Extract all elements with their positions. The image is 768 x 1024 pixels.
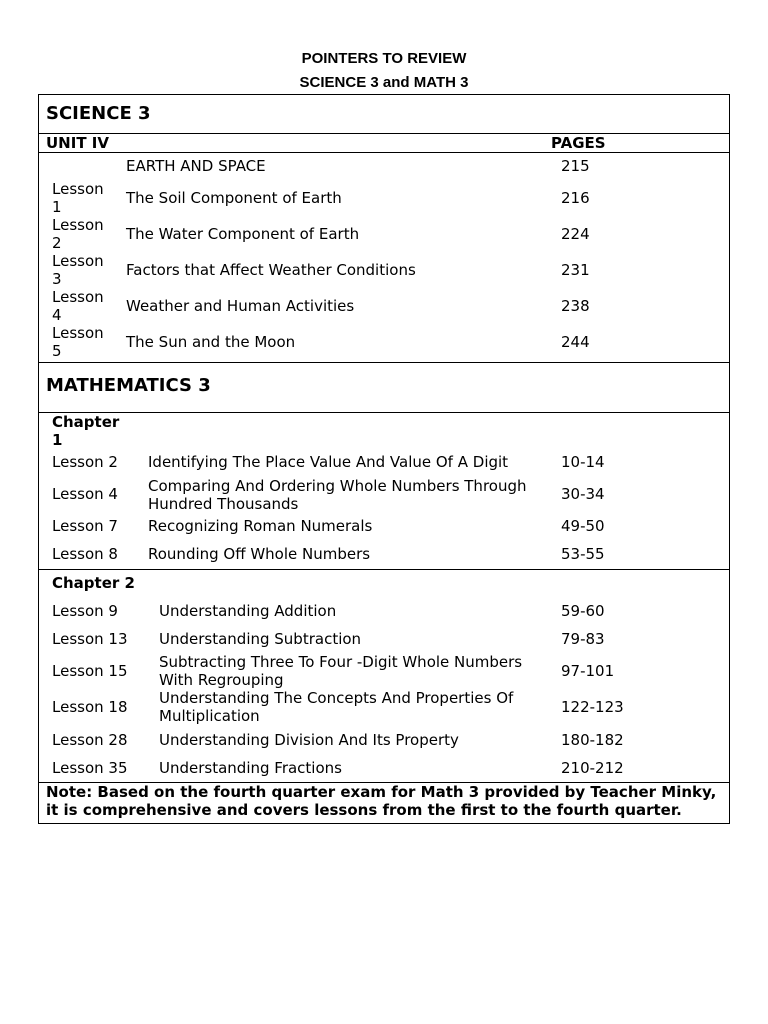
pages-column-header: PAGES — [551, 134, 606, 152]
divider — [38, 569, 730, 570]
divider — [38, 133, 730, 134]
math-lesson-label: Lesson 7 — [52, 517, 118, 535]
math-lesson-label: Lesson 2 — [52, 453, 118, 471]
unit-title: EARTH AND SPACE — [126, 157, 266, 175]
math-lesson-pages: 122-123 — [561, 698, 624, 716]
math-lesson-pages: 210-212 — [561, 759, 624, 777]
divider — [38, 412, 730, 413]
chapter1-label: Chapter 1 — [52, 413, 120, 449]
science-lesson-pages: 231 — [561, 261, 590, 279]
math-lesson-label: Lesson 18 — [52, 698, 128, 716]
chapter2-label: Chapter 2 — [52, 574, 135, 592]
science-lesson-label: Lesson 4 — [52, 288, 104, 324]
page-subtitle: SCIENCE 3 and MATH 3 — [299, 74, 469, 91]
math-lesson-label: Lesson 35 — [52, 759, 128, 777]
science-lesson-pages: 244 — [561, 333, 590, 351]
math-lesson-title: Subtracting Three To Four -Digit Whole Numbers With Regrouping — [159, 653, 523, 689]
unit-page: 215 — [561, 157, 590, 175]
science-lesson-label: Lesson 3 — [52, 252, 104, 288]
math-lesson-pages: 180-182 — [561, 731, 624, 749]
science-lesson-title: Factors that Affect Weather Conditions — [126, 261, 416, 279]
math-lesson-pages: 30-34 — [561, 485, 605, 503]
math-lesson-label: Lesson 15 — [52, 662, 128, 680]
science-lesson-pages: 216 — [561, 189, 590, 207]
math-lesson-pages: 10-14 — [561, 453, 605, 471]
divider — [38, 152, 730, 153]
math-lesson-pages: 97-101 — [561, 662, 615, 680]
divider — [38, 362, 730, 363]
science-lesson-title: Weather and Human Activities — [126, 297, 355, 315]
math-lesson-title: Understanding Fractions — [159, 759, 342, 777]
math-lesson-title: Understanding The Concepts And Properties Of Multiplication — [159, 689, 514, 725]
science-lesson-title: The Water Component of Earth — [126, 225, 360, 243]
math-lesson-label: Lesson 4 — [52, 485, 118, 503]
science-lesson-title: The Soil Component of Earth — [126, 189, 342, 207]
math-lesson-title: Recognizing Roman Numerals — [148, 517, 373, 535]
science-lesson-label: Lesson 2 — [52, 216, 104, 252]
math-lesson-title: Comparing And Ordering Whole Numbers Through Hundred Thousands — [148, 477, 527, 513]
science-lesson-label: Lesson 5 — [52, 324, 104, 360]
science-lesson-pages: 238 — [561, 297, 590, 315]
math-lesson-title: Understanding Subtraction — [159, 630, 362, 648]
unit-column-header: UNIT IV — [46, 134, 109, 152]
math-lesson-label: Lesson 9 — [52, 602, 118, 620]
math-lesson-title: Identifying The Place Value And Value Of A Digit — [148, 453, 509, 471]
math-lesson-title: Understanding Division And Its Property — [159, 731, 459, 749]
science-lesson-label: Lesson 1 — [52, 180, 104, 216]
science-lesson-pages: 224 — [561, 225, 590, 243]
math-heading: MATHEMATICS 3 — [46, 375, 211, 396]
math-lesson-pages: 49-50 — [561, 517, 605, 535]
math-lesson-pages: 59-60 — [561, 602, 605, 620]
math-lesson-pages: 79-83 — [561, 630, 605, 648]
page-title: POINTERS TO REVIEW — [301, 50, 467, 67]
science-lesson-title: The Sun and the Moon — [126, 333, 296, 351]
science-heading: SCIENCE 3 — [46, 103, 151, 124]
math-lesson-label: Lesson 13 — [52, 630, 128, 648]
math-lesson-label: Lesson 8 — [52, 545, 118, 563]
math-lesson-label: Lesson 28 — [52, 731, 128, 749]
math-lesson-title: Understanding Addition — [159, 602, 337, 620]
footer-note: Note: Based on the fourth quarter exam for Math 3 provided by Teacher Minky, it is comprehensive and covers lessons from the first to the fourth quarter. — [46, 783, 717, 819]
math-lesson-title: Rounding Off Whole Numbers — [148, 545, 371, 563]
math-lesson-pages: 53-55 — [561, 545, 605, 563]
